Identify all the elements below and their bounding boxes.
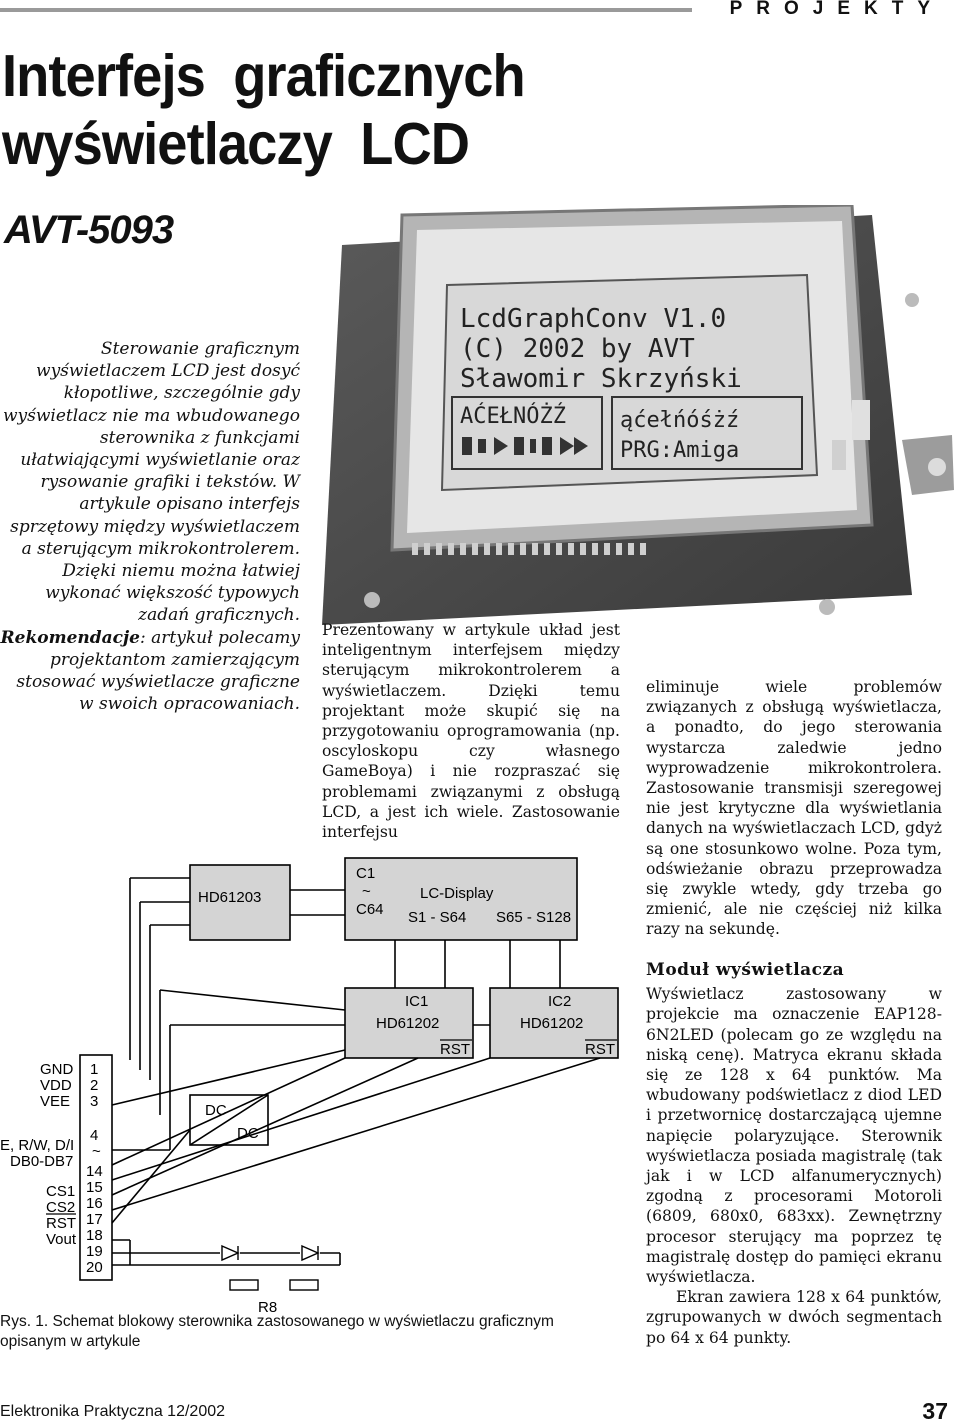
- pin-19: 19: [86, 1243, 103, 1260]
- led-1-icon: [222, 1246, 238, 1260]
- body-column-2: Prezentowany w artykule układ jest inteligentnym interfejsem między sterującym mikrokontrolerem a wyświetlaczem. Dzięki temu projektant może skupić się na przygotowaniu oprogramowania (np. oscyloskopu czy własnego GameBoya) i nie rozpraszać się problemami związanymi z obsługą LCD, a jest ich wiele. Zastosowanie interfejsu: [322, 621, 620, 842]
- section-heading: Moduł wyświetlacza: [646, 960, 845, 980]
- r8-label: R8: [258, 1299, 278, 1316]
- title-line-2: wyświetlaczy LCD: [2, 111, 470, 177]
- component: [832, 440, 846, 470]
- lcd-tilde-label: ~: [362, 883, 371, 900]
- figure-caption: Rys. 1. Schemat blokowy sterownika zastosowanego w wyświetlaczu graficznym opisanym w artykule: [0, 1313, 554, 1350]
- lcd-s1-label: S1 - S64: [408, 909, 467, 926]
- ic1-name-label: IC1: [405, 993, 429, 1010]
- article-title: [2, 42, 525, 178]
- mounting-hole: [819, 599, 835, 615]
- component: [852, 400, 870, 440]
- signal-vdd: VDD: [40, 1077, 72, 1094]
- signal-rst: RST: [46, 1215, 76, 1232]
- ic2-name-label: IC2: [548, 993, 572, 1010]
- ic2-part-label: HD61202: [520, 1015, 584, 1032]
- pin-tilde: ~: [92, 1143, 101, 1160]
- pin-2: 2: [90, 1077, 99, 1094]
- resistor-icon: [290, 1280, 318, 1290]
- lcd-box-left-text: AĆEŁNÓŻŹ: [460, 404, 566, 429]
- mounting-hole: [364, 592, 380, 608]
- magazine-issue: Elektronika Praktyczna 12/2002: [0, 1403, 226, 1420]
- signal-cs2: CS2: [46, 1199, 76, 1216]
- lcd-box-right-line-1: ąćełńóśżź: [620, 408, 740, 433]
- ic1-part-label: HD61202: [376, 1015, 440, 1032]
- lcd-c1-label: C1: [356, 865, 376, 882]
- signal-e-rw-di: E, R/W, D/I: [0, 1137, 75, 1154]
- bracket-hole: [928, 458, 946, 476]
- pin-17: 17: [86, 1211, 103, 1228]
- lcd-line-1: LcdGraphConv V1.0: [460, 304, 727, 334]
- pin-20: 20: [86, 1259, 103, 1276]
- lcd-box-right-line-2: PRG:Amiga: [620, 438, 740, 463]
- dc-in-label: DC: [205, 1102, 227, 1119]
- ic1-rst-label: RST: [440, 1041, 470, 1058]
- project-code: AVT-5093: [4, 208, 174, 252]
- lcd-line-3: Sławomir Skrzyński: [460, 364, 742, 394]
- lcd-s65-label: S65 - S128: [496, 909, 572, 926]
- title-line-1: Interfejs graficznych: [2, 43, 525, 109]
- pin-16: 16: [86, 1195, 103, 1212]
- module-paragraph-2: Ekran zawiera 128 x 64 punktów, zgrupowanych w dwóch segmentach po 64 x 64 punkty.: [646, 1288, 942, 1347]
- signal-vout: Vout: [46, 1231, 77, 1248]
- pin-3: 3: [90, 1093, 99, 1110]
- lcd-c64-label: C64: [356, 901, 384, 918]
- pin-15: 15: [86, 1179, 103, 1196]
- rec-label: Rekomendacje: [0, 627, 140, 648]
- page-number: 37: [922, 1398, 948, 1424]
- body-column-3: eliminuje wiele problemów związanych z obsługą wyświetlacza, a ponadto, do jego sterowania wystarcza zaledwie jedno wyprowadzenie mikrokontrolera. Zastosowanie transmisji szeregowej nie jest krytyczne dla wyświetlania danych na wyświetlaczach LCD, gdyż są one stosunkowo wolne. Poza tym, odświeżanie obrazu przeprowadza się zwykle wtedy, gdy trzeba go zmienić, ale nie częściej niż kilka razy na sekundę.: [646, 678, 942, 939]
- pin-18: 18: [86, 1227, 103, 1244]
- signal-cs1: CS1: [46, 1183, 76, 1200]
- header-rule: [0, 8, 692, 12]
- dc-out-label: DC: [237, 1125, 259, 1142]
- pin-14: 14: [86, 1163, 103, 1180]
- lcd-name-label: LC-Display: [420, 885, 494, 902]
- lcd-module-photo: [312, 205, 960, 635]
- signal-vee: VEE: [40, 1093, 71, 1110]
- block-diagram: [0, 850, 640, 1320]
- module-section: [646, 960, 942, 1348]
- hd61203-label: HD61203: [198, 889, 262, 906]
- mounting-bracket: [902, 435, 954, 495]
- section-label: PROJEKTY: [729, 0, 944, 19]
- lead-paragraph: [0, 338, 300, 715]
- pin-1: 1: [90, 1061, 99, 1078]
- ic2-rst-label: RST: [585, 1041, 615, 1058]
- signal-gnd: GND: [40, 1061, 74, 1078]
- resistor-icon: [230, 1280, 258, 1290]
- rec-text: : artykuł polecamy projektantom zamierzającym stosować wyświetlacze graficzne w swoich opracowaniach.: [16, 627, 300, 715]
- lcd-line-2: (C) 2002 by AVT: [460, 334, 695, 364]
- led-2-icon: [302, 1246, 318, 1260]
- pin-4: 4: [90, 1127, 99, 1144]
- signal-db0-db7: DB0-DB7: [10, 1153, 74, 1170]
- module-paragraph-1: Wyświetlacz zastosowany w projekcie ma oznaczenie EAP128-6N2LED (polecam go ze względu na niską cenę). Matryca ekranu składa się ze 128 x 64 punktów. Ma wbudowany podświetlacz z diod LED i przetwornicę dostarczającą ujemne napięcie polaryzujące. Sterownik wyświetlacza posiada magistralę (tak jak i w LCD alfanumerycznych) zgodną z procesorami Motoroli (6809, 680x0, 683xx). Zewnętrzny procesor sterujący ma poprzez tę magistralę dostęp do pamięci ekranu wyświetlacza.: [646, 985, 942, 1287]
- mounting-hole: [905, 293, 919, 307]
- lead-text: Sterowanie graficznym wyświetlaczem LCD jest dosyć kłopotliwe, szczególnie gdy wyświetlacz nie ma wbudowanego sterownika z funkcjami ułatwiającymi wyświetlanie oraz rysowanie grafiki i tekstów. W artykule opisano interfejs sprzętowy między wyświetlaczem a sterującym mikrokontrolerem. Dzięki niemu można łatwiej wykonać większość typowych zadań graficznych.: [2, 339, 300, 626]
